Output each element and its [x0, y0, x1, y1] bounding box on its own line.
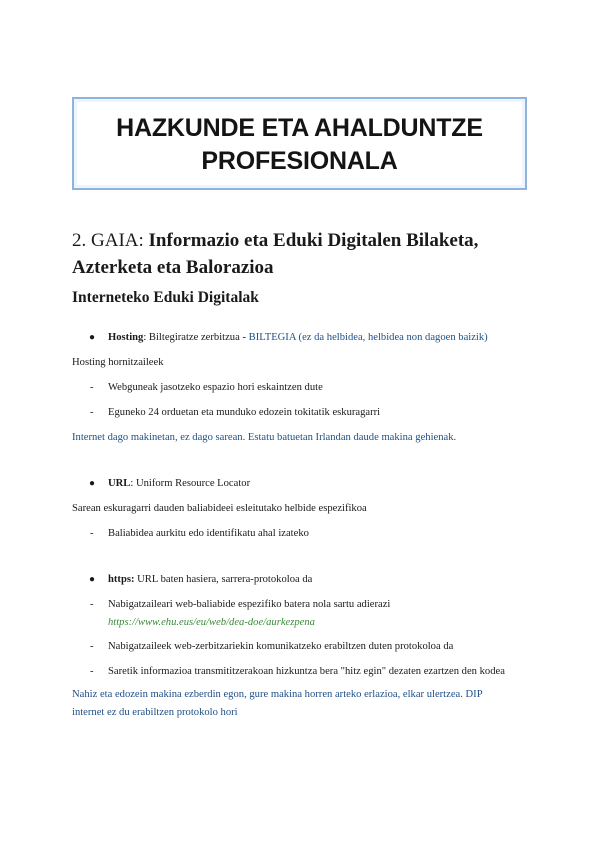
dash: -: [90, 382, 94, 393]
https-item-2: Nabigatzaileek web-zerbitzariekin komunikatzeko erabiltzen duten protokoloa da: [108, 641, 454, 652]
https-note: [72, 688, 532, 720]
dash: -: [90, 666, 94, 677]
topic-heading: [72, 227, 532, 281]
url-sub-heading: Sarean eskuragarri dauden baliabideei esleitutako helbide espezifikoa: [72, 503, 367, 514]
https-note-line-2: internet ez du erabiltzen protokolo hori: [72, 707, 238, 718]
title-line-2: PROFESIONALA: [201, 147, 398, 175]
url-line: [108, 477, 250, 491]
https-item-1: Nabigatzaileari web-baliabide espezifiko batera nola sartu adierazi: [108, 599, 391, 610]
url-term: URL: [108, 478, 131, 489]
hosting-highlight: BILTEGIA (ez da helbidea, helbidea non dagoen baizik): [248, 332, 488, 343]
https-note-line-1: Nahiz eta edozein makina ezberdin egon, gure makina horren arteko erlazioa, elkar ulertzea. DIP: [72, 689, 483, 700]
topic-title-line-2: Azterketa eta Balorazioa: [72, 257, 274, 278]
topic-title-line-1: Informazio eta Eduki Digitalen Bilaketa,: [148, 230, 479, 251]
https-line: [108, 573, 312, 587]
url-item-1: Baliabidea aurkitu edo identifikatu ahal izateko: [108, 528, 309, 539]
title-line-1: HAZKUNDE ETA AHALDUNTZE: [116, 114, 483, 142]
https-link[interactable]: https://www.ehu.eus/eu/web/dea-doe/aurkezpena: [108, 617, 315, 628]
dash: -: [90, 641, 94, 652]
hosting-item-1: Webguneak jasotzeko espazio hori eskaintzen dute: [108, 382, 323, 393]
title-box: [72, 97, 527, 190]
url-desc: : Uniform Resource Locator: [130, 478, 251, 489]
bullet-hosting: ●: [89, 332, 96, 343]
dash: -: [90, 599, 94, 610]
hosting-term: Hosting: [108, 332, 144, 343]
section-title: Interneteko Eduki Digitalak: [72, 289, 259, 306]
dash: -: [90, 407, 94, 418]
https-item-3: Saretik informazioa transmititzerakoan hizkuntza bera "hitz egin" dezaten ezartzen den kodea: [108, 666, 505, 677]
https-desc: URL baten hasiera, sarrera-protokoloa da: [134, 574, 313, 585]
bullet-url: ●: [89, 478, 96, 489]
topic-prefix: 2. GAIA:: [72, 230, 149, 251]
hosting-sub-heading: Hosting hornitzaileek: [72, 357, 164, 368]
dash: -: [90, 528, 94, 539]
hosting-item-2: Eguneko 24 orduetan eta munduko edozein tokitatik eskuragarri: [108, 407, 381, 418]
document-title: [74, 112, 525, 178]
bullet-https: ●: [89, 574, 96, 585]
hosting-line: [108, 331, 488, 345]
https-term: https:: [108, 574, 135, 585]
hosting-desc: : Biltegiratze zerbitzua -: [143, 332, 249, 343]
hosting-note: Internet dago makinetan, ez dago sarean. Estatu batuetan Irlandan daude makina gehienak.: [72, 432, 457, 443]
